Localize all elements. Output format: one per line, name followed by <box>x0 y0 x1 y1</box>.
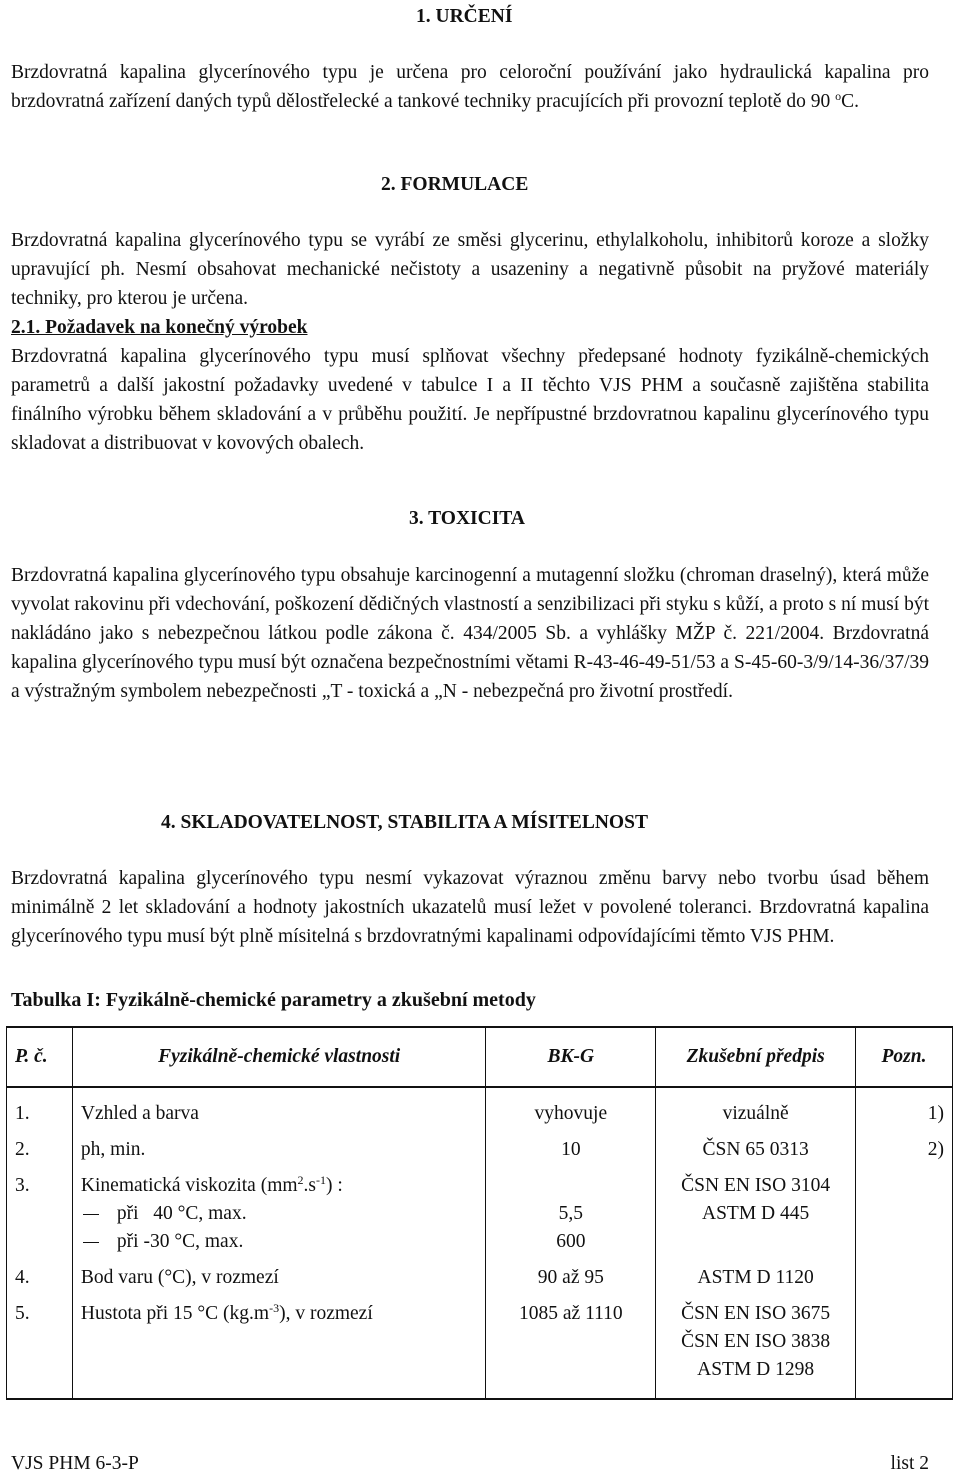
footer-right: list 2 <box>890 1453 929 1474</box>
row-value: vyhovuje <box>486 1087 656 1132</box>
section-2-text: Brzdovratná kapalina glycerínového typu se vyrábí ze směsi glycerinu, ethylalkoholu, inhibitorů koroze a složky upravující ph. Nesmí obsahovat mechanické nečistoty a usazeniny a negativně působit na pryžové materiály techniky, pro kterou je určena. <box>11 230 929 309</box>
row-number: 2. <box>7 1132 73 1168</box>
row-value: 1085 až 1110 <box>486 1296 656 1399</box>
superscript: 2 <box>297 1173 304 1187</box>
sub-condition: při -30 °C, max. <box>116 1231 244 1252</box>
document-page <box>11 0 944 1474</box>
header-property: Fyzikálně-chemické vlastnosti <box>72 1027 485 1087</box>
parameters-table <box>6 1026 953 1400</box>
row-note <box>856 1260 953 1296</box>
row-number: 1. <box>7 1087 73 1132</box>
dash-bullet <box>83 1214 99 1215</box>
section-1-heading: 1. URČENÍ <box>416 6 513 27</box>
section-4-text: Brzdovratná kapalina glycerínového typu nesmí vykazovat výraznou změnu barvy nebo tvorbu úsad během minimálně 2 let skladování a hodnoty jakostních ukazatelů musí ležet v povolené toleranci. Brzdovratná kapalina glycerínového typu musí být plně mísitelná s brzdovratnými kapalinami odpovídajícími těmto VJS PHM. <box>11 868 929 947</box>
row-property <box>72 1168 485 1260</box>
method-line: ČSN EN ISO 3675 <box>681 1303 831 1324</box>
header-method: Zkušební předpis <box>656 1027 856 1087</box>
row-method: vizuálně <box>656 1087 856 1132</box>
property-text-a: Hustota při 15 °C (kg.m <box>80 1303 270 1324</box>
header-number: P. č. <box>7 1027 73 1087</box>
table-row <box>7 1296 953 1399</box>
value-40: 5,5 <box>558 1203 584 1224</box>
table-row <box>7 1087 953 1132</box>
row-method: ASTM D 1120 <box>656 1260 856 1296</box>
section-1-text-a: Brzdovratná kapalina glycerínového typu je určena pro celoroční používání jako hydraulická kapalina pro brzdovratná zařízení daných typů dělostřelecké a tankové techniky pracujících při provozní teplotě do 90 <box>11 62 929 112</box>
table-row <box>7 1260 953 1296</box>
superscript: -3 <box>269 1301 280 1315</box>
row-note <box>856 1168 953 1260</box>
table-row <box>7 1132 953 1168</box>
row-property <box>72 1296 485 1399</box>
row-property: Bod varu (°C), v rozmezí <box>72 1260 485 1296</box>
row-note: 1) <box>856 1087 953 1132</box>
row-property: ph, min. <box>72 1132 485 1168</box>
table-row <box>7 1168 953 1260</box>
property-text-c: ) : <box>326 1175 343 1196</box>
header-value: BK-G <box>486 1027 656 1087</box>
section-2-1-heading: 2.1. Požadavek na konečný výrobek <box>11 317 308 338</box>
footer-left: VJS PHM 6-3-P <box>11 1453 139 1474</box>
row-method <box>656 1168 856 1260</box>
row-method: ČSN 65 0313 <box>656 1132 856 1168</box>
section-3-text: Brzdovratná kapalina glycerínového typu obsahuje karcinogenní a mutagenní složku (chroman draselný), která může vyvolat rakovinu při vdechování, poškození dědičných vlastností a senzibilizaci při styku s kůží, a proto s ní musí být nakládáno jako s nebezpečnou látkou podle zákona č. 434/2005 Sb. a vyhlášky MŽP č. 221/2004. Brzdovratná kapalina glycerínového typu musí být označena bezpečnostními větami R-43-46-49-51/53 a S-45-60-3/9/14-36/37/39 a výstražným symbolem nebezpečnosti „T - toxická a „N - nebezpečná pro životní prostředí. <box>11 565 929 702</box>
method-line: ASTM D 445 <box>702 1203 810 1224</box>
row-value: 10 <box>486 1132 656 1168</box>
sub-condition: při 40 °C, max. <box>116 1203 247 1224</box>
header-note: Pozn. <box>856 1027 953 1087</box>
method-line: ASTM D 1298 <box>697 1359 815 1380</box>
section-3-heading: 3. TOXICITA <box>409 508 525 529</box>
row-number: 5. <box>7 1296 73 1399</box>
section-2-1 <box>11 313 929 458</box>
section-2-1-text: Brzdovratná kapalina glycerínového typu musí splňovat všechny předepsané hodnoty fyzikálně-chemických parametrů a další jakostní požadavky uvedené v tabulce I a II těchto VJS PHM a současně zajištěna stabilita finálního výrobku během skladování a v průběhu použití. Je nepřípustné brzdovratnou kapalinu glycerínového typu skladovat a distribuovat v kovových obalech. <box>11 346 929 454</box>
property-text-b: ), v rozmezí <box>279 1303 373 1324</box>
row-method <box>656 1296 856 1399</box>
section-2-heading: 2. FORMULACE <box>381 174 529 195</box>
property-text-b: .s <box>303 1175 316 1196</box>
table-header-row <box>7 1027 953 1087</box>
value-minus-30: 600 <box>556 1231 586 1252</box>
row-number: 4. <box>7 1260 73 1296</box>
method-line: ČSN EN ISO 3838 <box>681 1331 831 1352</box>
row-number: 3. <box>7 1168 73 1260</box>
method-line: ČSN EN ISO 3104 <box>681 1175 831 1196</box>
row-property: Vzhled a barva <box>72 1087 485 1132</box>
degree-superscript: o <box>835 89 842 103</box>
row-value <box>486 1168 656 1260</box>
superscript: -1 <box>316 1173 326 1187</box>
section-1-text <box>11 58 929 116</box>
dash-bullet <box>83 1242 99 1243</box>
section-1-text-b: C. <box>841 91 859 112</box>
property-text-a: Kinematická viskozita (mm <box>80 1175 298 1196</box>
section-4-heading: 4. SKLADOVATELNOST, STABILITA A MÍSITELNOST <box>161 812 648 833</box>
row-note <box>856 1296 953 1399</box>
row-value: 90 až 95 <box>486 1260 656 1296</box>
row-note: 2) <box>856 1132 953 1168</box>
table-caption: Tabulka I: Fyzikálně-chemické parametry a zkušební metody <box>11 989 536 1011</box>
